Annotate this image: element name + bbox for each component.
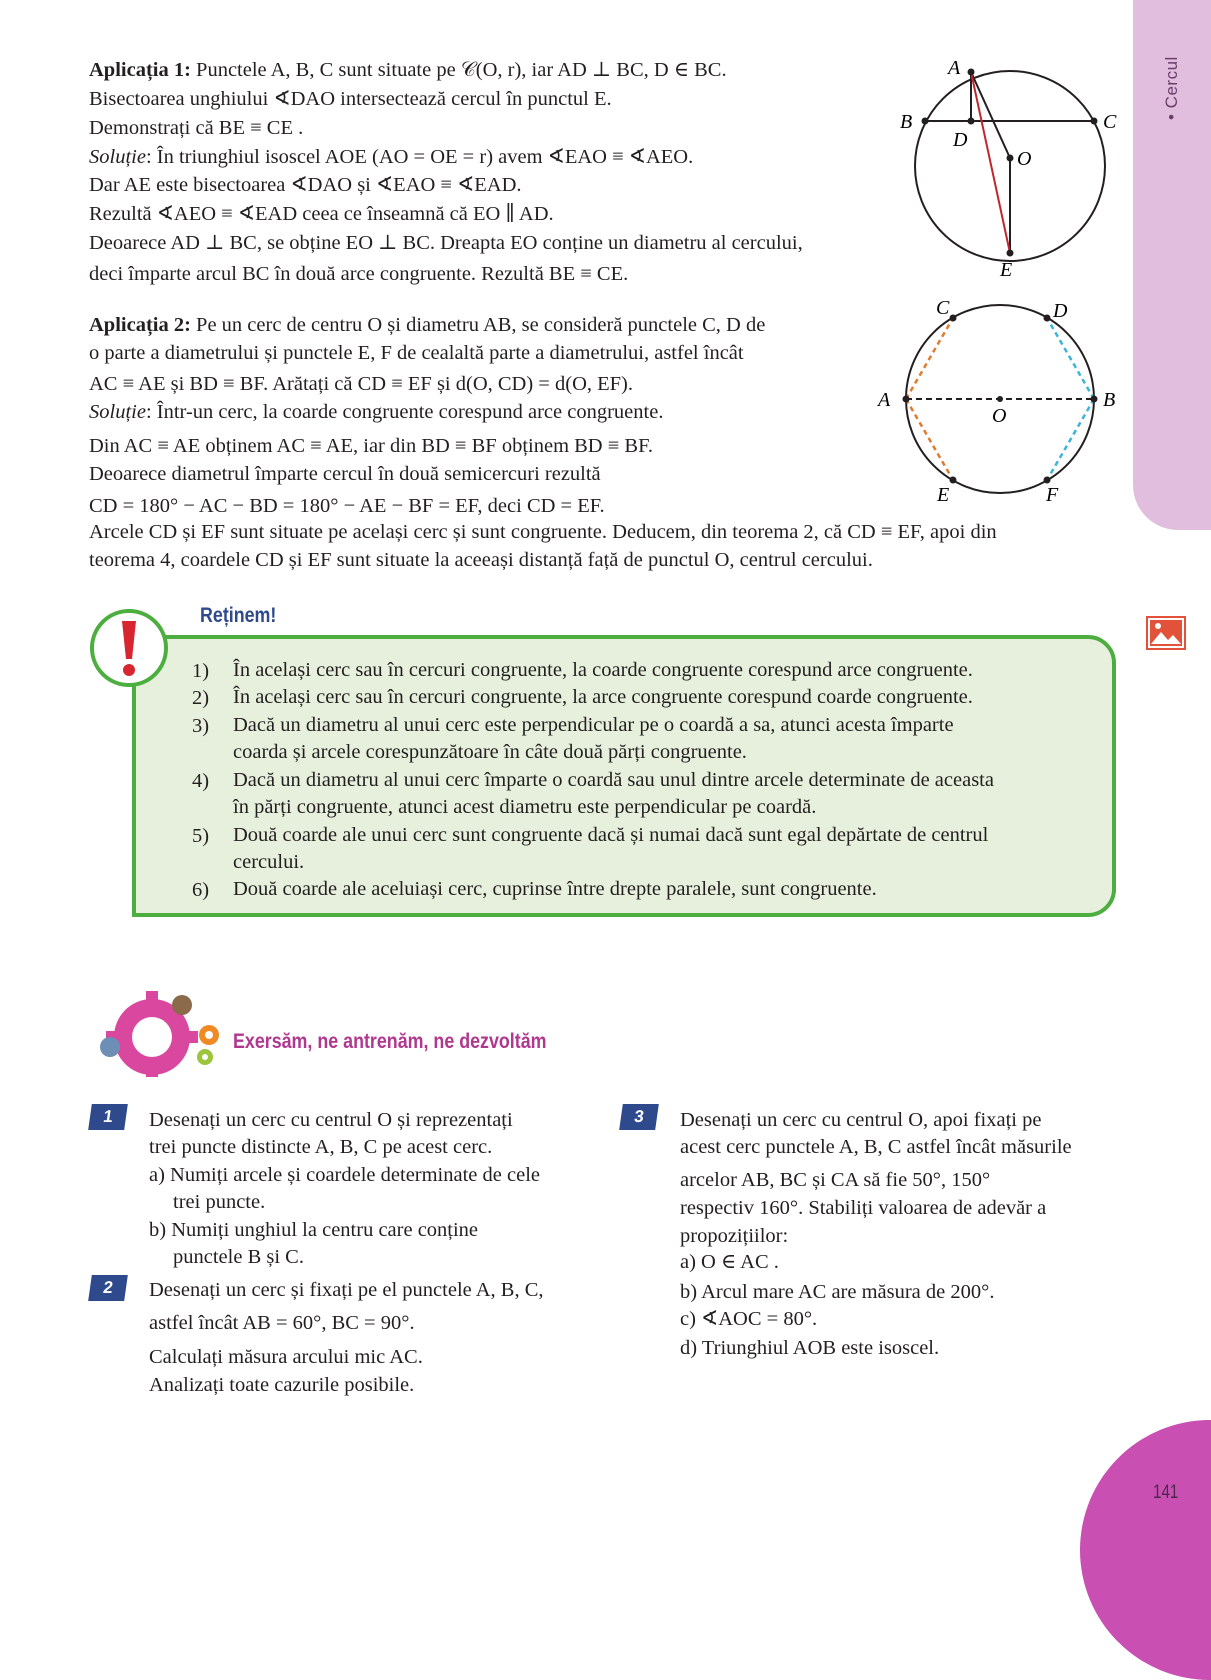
image-icon[interactable]	[1146, 616, 1186, 650]
fig1-label-c: C	[1103, 111, 1117, 133]
gears-illustration	[85, 985, 235, 1080]
page-corner-decoration	[1080, 1420, 1211, 1680]
fig1-label-e: E	[1000, 259, 1013, 281]
rule-number: 3)	[192, 715, 210, 737]
app1-line-6: Rezultă ∢AEO ≡ ∢EAD ceea ce înseamnă că EO ∥ AD.	[89, 203, 554, 225]
app1-line-8: deci împarte arcul BC în două arce congruente. Rezultă BE ≡ CE.	[89, 263, 629, 285]
rule-text: Dacă un diametru al unui cerc împarte o coardă sau unul dintre arcele determinate de aceasta	[233, 769, 994, 791]
app1-line-4: Soluție: În triunghiul isoscel AOE (AO = OE = r) avem ∢EAO ≡ ∢AEO.	[89, 146, 694, 168]
rule-text: coarda și arcele corespunzătoare în câte două părți congruente.	[233, 741, 747, 763]
exercise-line: b) Numiți unghiul la centru care conține	[149, 1219, 479, 1241]
exercise-line: b) Arcul mare AC are măsura de 200°.	[680, 1281, 995, 1303]
exercise-3-badge: 3	[619, 1104, 659, 1130]
exercise-line: Analizați toate cazurile posibile.	[149, 1374, 415, 1396]
fig2-label-c: C	[936, 297, 950, 319]
fig2-label-o: O	[992, 405, 1007, 427]
exercise-line: trei puncte distincte A, B, C pe acest cerc.	[149, 1136, 493, 1158]
exercises-heading: Exersăm, ne antrenăm, ne dezvoltăm	[233, 1030, 547, 1053]
exercise-line: trei puncte.	[173, 1191, 266, 1213]
fig2-label-f: F	[1046, 484, 1059, 505]
rule-text: Două coarde ale unui cerc sunt congruente dacă și numai dacă sunt egal depărtate de centrul	[233, 824, 989, 846]
app2-line-5: Din AC ≡ AE obținem AC ≡ AE, iar din BD ≡ BF obținem BD ≡ BF.	[89, 435, 653, 457]
app1-line-5: Dar AE este bisectoarea ∢DAO și ∢EAO ≡ ∢EAD.	[89, 174, 522, 196]
rule-text: În același cerc sau în cercuri congruente, la arce congruente corespund coarde congruente.	[233, 686, 973, 708]
exercise-line: arcelor AB, BC și CA să fie 50°, 150°	[680, 1169, 991, 1191]
app2-line-9: teorema 4, coardele CD și EF sunt situate la aceeași distanță față de punctul O, centrul cercului.	[89, 549, 873, 571]
app1-line-7: Deoarece AD ⊥ BC, se obține EO ⊥ BC. Dreapta EO conține un diametru al cercului,	[89, 232, 803, 254]
exclamation-icon	[90, 609, 168, 687]
app2-line-7: CD = 180° − AC − BD = 180° − AE − BF = EF, deci CD = EF.	[89, 495, 605, 517]
rule-number: 6)	[192, 879, 210, 901]
fig1-label-d: D	[953, 129, 968, 151]
exercise-line: propozițiilor:	[680, 1225, 789, 1247]
exercise-line: a) O ∈ AC .	[680, 1251, 779, 1273]
rule-text: cercului.	[233, 851, 305, 873]
fig1-label-b: B	[900, 111, 913, 133]
app1-line-1: Aplicația 1: Punctele A, B, C sunt situate pe 𝒞(O, r), iar AD ⊥ BC, D ∈ BC.	[89, 59, 727, 81]
rule-number: 1)	[192, 660, 210, 682]
exercise-line: respectiv 160°. Stabiliți valoarea de adevăr a	[680, 1197, 1047, 1219]
fig1-label-a: A	[948, 57, 961, 79]
exercise-line: Desenați un cerc și fixați pe el punctele A, B, C,	[149, 1279, 544, 1301]
rule-text: Două coarde ale aceluiași cerc, cuprinse între drepte paralele, sunt congruente.	[233, 878, 877, 900]
exercise-line: Calculați măsura arcului mic AC.	[149, 1346, 423, 1368]
rule-number: 5)	[192, 825, 210, 847]
retinem-title: Reținem!	[200, 604, 277, 627]
exercise-line: astfel încât AB = 60°, BC = 90°.	[149, 1312, 415, 1334]
chapter-tab-label: • Cercul	[1162, 56, 1181, 120]
exercise-line: acest cerc punctele A, B, C astfel încât măsurile	[680, 1136, 1072, 1158]
fig1-segment-ao	[971, 72, 1010, 158]
app2-line-1: Aplicația 2: Pe un cerc de centru O și diametru AB, se consideră punctele C, D de	[89, 314, 766, 336]
exercise-line: punctele B și C.	[173, 1246, 304, 1268]
exercise-1-badge: 1	[88, 1104, 128, 1130]
rule-text: În același cerc sau în cercuri congruente, la coarde congruente corespund arce congruente.	[233, 659, 973, 681]
fig2-chord-bd	[1047, 318, 1094, 399]
app1-figure	[890, 50, 1130, 290]
app2-line-3: AC ≡ AE și BD ≡ BF. Arătați că CD ≡ EF și d(O, CD) = d(O, EF).	[89, 373, 634, 395]
app1-line-3: Demonstrați că BE ≡ CE .	[89, 117, 304, 139]
fig2-chord-ac	[906, 318, 953, 399]
app2-figure	[870, 295, 1130, 505]
fig1-label-o: O	[1017, 148, 1032, 170]
fig2-label-a: A	[878, 389, 891, 411]
exercise-line: Desenați un cerc cu centrul O, apoi fixați pe	[680, 1109, 1042, 1131]
fig2-label-e: E	[937, 484, 950, 505]
app2-line-6: Deoarece diametrul împarte cercul în două semicercuri rezultă	[89, 463, 601, 485]
rule-number: 2)	[192, 687, 210, 709]
rule-text: Dacă un diametru al unui cerc este perpendicular pe o coardă a sa, atunci acesta împarte	[233, 714, 954, 736]
rule-number: 4)	[192, 770, 210, 792]
app2-line-8: Arcele CD și EF sunt situate pe același cerc și sunt congruente. Deducem, din teorema 2, că CD ≡ EF, apoi din	[89, 521, 997, 543]
exercise-2-badge: 2	[88, 1275, 128, 1301]
app2-line-2: o parte a diametrului și punctele E, F de cealaltă parte a diametrului, astfel încât	[89, 342, 744, 364]
exercise-line: Desenați un cerc cu centrul O și reprezentați	[149, 1109, 513, 1131]
exercise-line: d) Triunghiul AOB este isoscel.	[680, 1337, 940, 1359]
exercise-line: a) Numiți arcele și coardele determinate de cele	[149, 1164, 540, 1186]
app2-line-4: Soluție: Într-un cerc, la coarde congruente corespund arce congruente.	[89, 401, 664, 423]
exercise-line: c) ∢AOC = 80°.	[680, 1308, 818, 1330]
fig2-chord-bf	[1047, 399, 1094, 480]
page-number: 141	[1153, 1482, 1179, 1503]
fig2-label-b: B	[1103, 389, 1116, 411]
rule-text: în părți congruente, atunci acest diametru este perpendicular pe coardă.	[233, 796, 817, 818]
app1-line-2: Bisectoarea unghiului ∢DAO intersectează cercul în punctul E.	[89, 88, 612, 110]
fig1-bisector-ae	[971, 72, 1010, 253]
fig2-label-d: D	[1053, 300, 1068, 322]
fig2-chord-ae	[906, 399, 953, 480]
